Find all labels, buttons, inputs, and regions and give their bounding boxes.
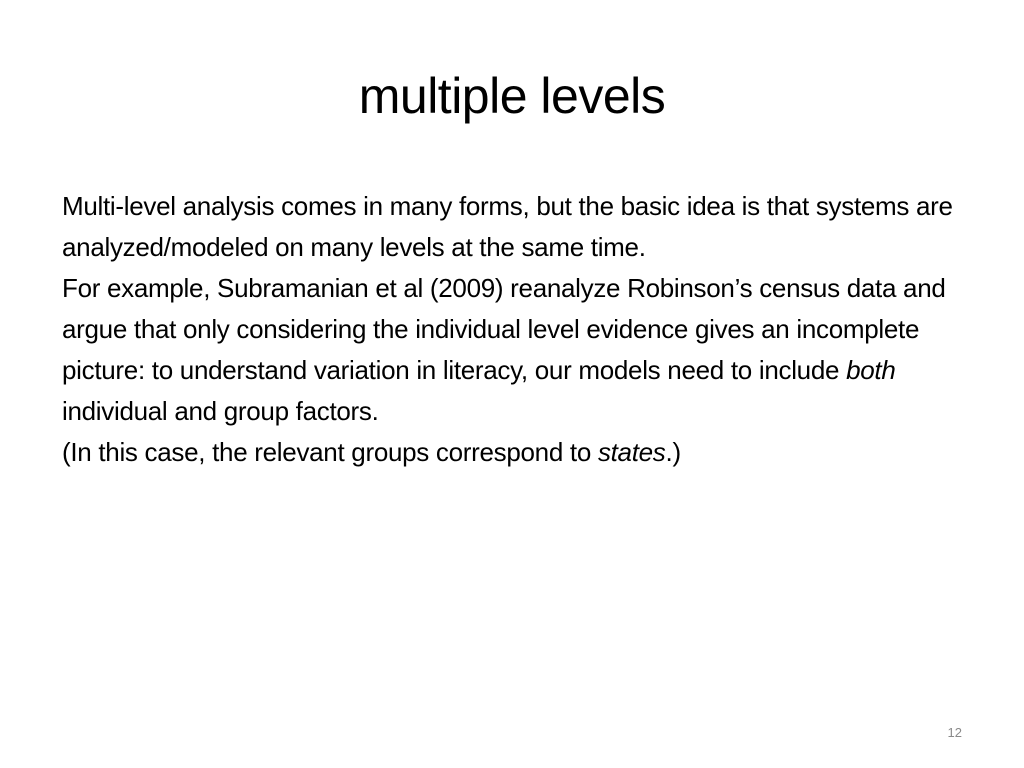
paragraph-example-text-end: individual and group factors. <box>62 396 379 426</box>
paragraph-note-text: (In this case, the relevant groups correspond to <box>62 437 598 467</box>
paragraph-example-text: For example, Subramanian et al (2009) reanalyze Robinson’s census data and argue that only considering the individual level evidence gives an incomplete picture: to understand variation in literacy, our models need to include <box>62 273 946 385</box>
slide-title: multiple levels <box>358 68 666 124</box>
emphasis-states: states <box>597 437 666 467</box>
paragraph-definition: Multi-level analysis comes in many forms, but the basic idea is that systems are analyzed/modeled on many levels at the same time. <box>62 191 953 262</box>
paragraph-example <box>62 268 962 432</box>
paragraph-note <box>62 432 962 473</box>
slide-body <box>62 186 962 473</box>
slide-number: 12 <box>947 725 962 740</box>
paragraph-note-text-end: .) <box>665 437 681 467</box>
emphasis-both: both <box>846 355 896 385</box>
